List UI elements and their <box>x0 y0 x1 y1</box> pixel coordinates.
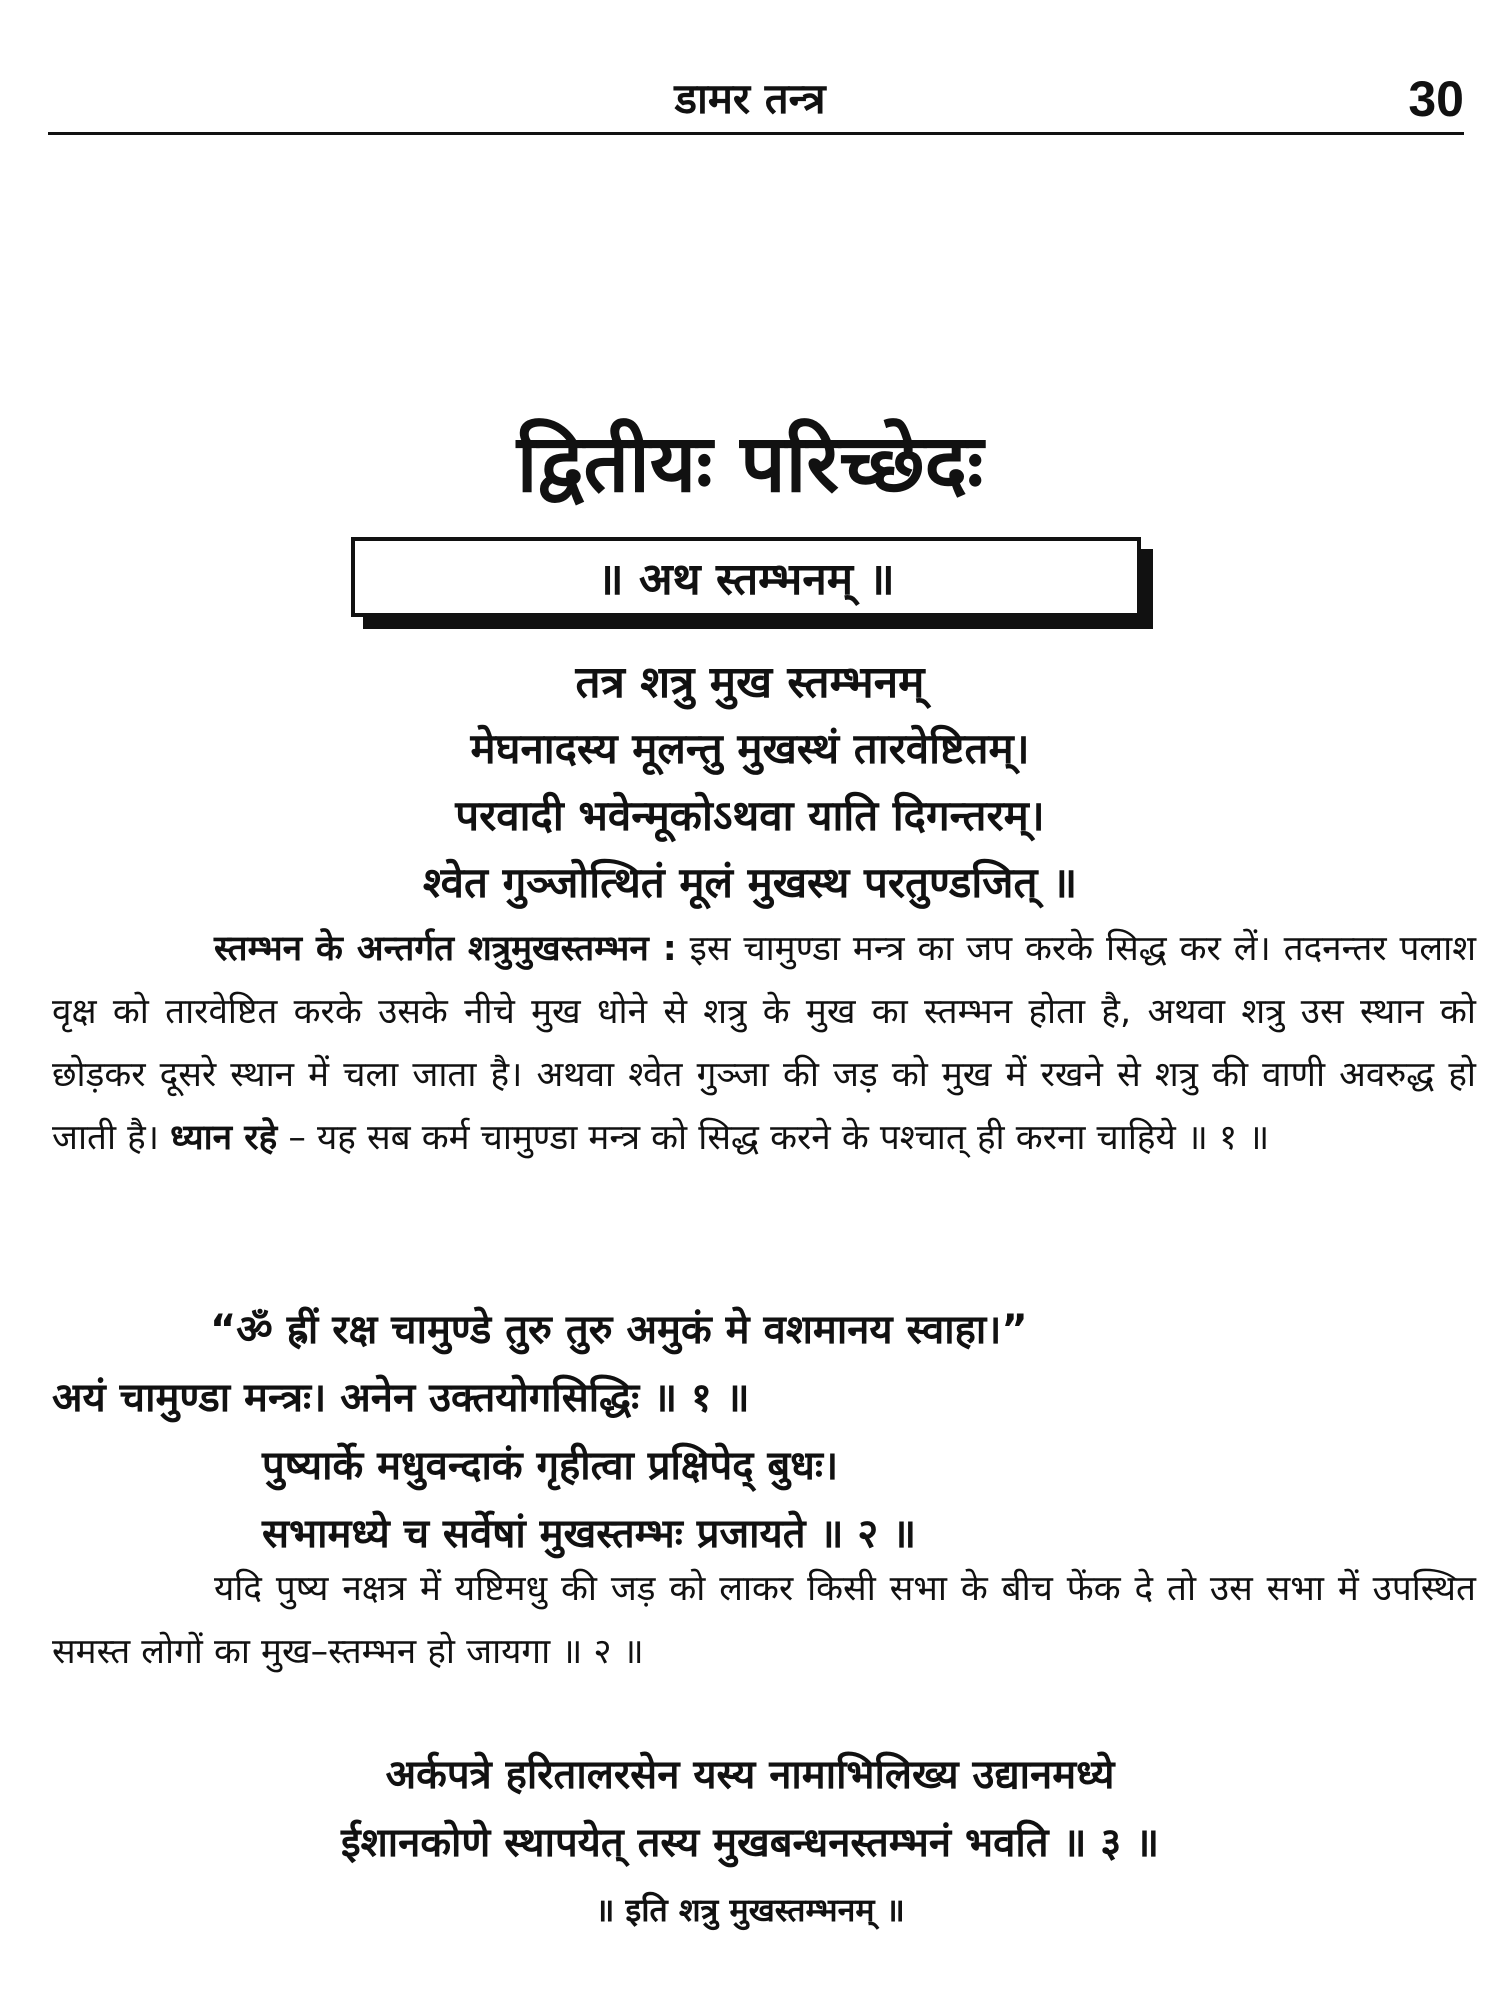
verse-line: मेघनादस्य मूलन्तु मुखस्थं तारवेष्टितम्। <box>470 724 1030 773</box>
verse-line: सभामध्ये च सर्वेषां मुखस्तम्भः प्रजायते ॥ २ ॥ <box>262 1511 917 1557</box>
page-number: 30 <box>1408 71 1464 127</box>
section-heading: द्वितीयः परिच्छेदः <box>516 416 984 510</box>
note-label: ध्यान रहे <box>170 1118 278 1158</box>
explanation-text: इस चामुण्डा मन्त्र का जप करके सिद्ध कर लें। तदनन्तर पलाश वृक्ष को तारवेष्टित करके उसके नीचे मुख धोने से शत्रु के मुख का स्तम्भन होता है, अथवा शत्रु उस स्थान को छोड़कर दूसरे स्थान में चला जाता है। अथवा श्वेत गुञ्जा की जड़ को मुख में रखने से शत्रु की वाणी अवरुद्ध हो जाती है। <box>52 929 1476 1158</box>
verse-line: परवादी भवेन्मूकोऽथवा याति दिगन्तरम्। <box>455 791 1045 840</box>
explanation-text: – यह सब कर्म चामुण्डा मन्त्र को सिद्ध करने के पश्चात् ही करना चाहिये ॥ १ ॥ <box>277 1118 1270 1158</box>
explanation-lead: स्तम्भन के अन्तर्गत शत्रुमुखस्तम्भन : <box>214 929 677 969</box>
explanation-text: यदि पुष्य नक्षत्र में यष्टिमधु की जड़ को लाकर किसी सभा के बीच फेंक दे तो उस सभा में उपस्थित समस्त लोगों का मुख–स्तम्भन हो जायगा ॥ २ ॥ <box>52 1569 1476 1672</box>
verse-line: अर्कपत्रे हरितालरसेन यस्य नामाभिलिख्य उद्यानमध्ये <box>385 1752 1115 1798</box>
topic-box-label: ॥ अथ स्तम्भनम् ॥ <box>597 554 895 605</box>
mantra-note: अयं चामुण्डा मन्त्रः। अनेन उक्तयोगसिद्धिः ॥ १ ॥ <box>52 1375 750 1421</box>
verse-line: पुष्यार्के मधुवन्दाकं गृहीत्वा प्रक्षिपेद् बुधः। <box>262 1443 839 1489</box>
mantra-line: “ॐ ह्रीं रक्ष चामुण्डे तुरु तुरु अमुकं मे वशमानय स्वाहा।” <box>210 1307 1028 1353</box>
verse-line: श्वेत गुञ्जोत्थितं मूलं मुखस्थ परतुण्डजित् ॥ <box>422 858 1078 907</box>
explanation-paragraph <box>52 1558 1476 1684</box>
subheading: तत्र शत्रु मुख स्तम्भनम् <box>575 657 925 708</box>
closing-line: ॥ इति शत्रु मुखस्तम्भनम् ॥ <box>595 1891 905 1929</box>
running-header-title: डामर तन्त्र <box>674 74 826 123</box>
topic-box <box>351 537 1141 617</box>
header-rule <box>48 132 1464 135</box>
verse-line: ईशानकोणे स्थापयेत् तस्य मुखबन्धनस्तम्भनं भवति ॥ ३ ॥ <box>340 1820 1160 1866</box>
explanation-paragraph <box>52 918 1476 1170</box>
